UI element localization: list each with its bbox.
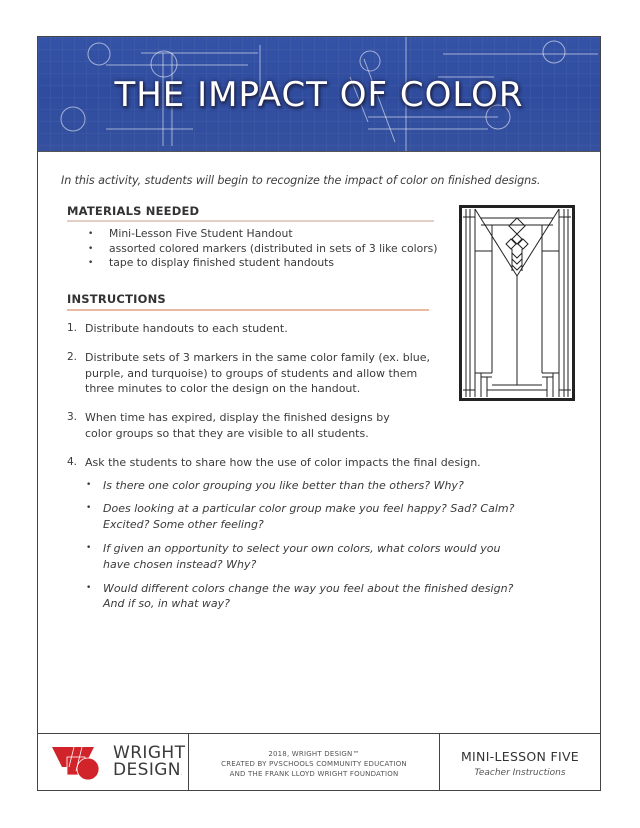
footer-credits xyxy=(188,734,440,791)
footer xyxy=(38,733,600,792)
list-item: • assorted colored markers (distributed in sets of 3 like colors) xyxy=(88,242,438,257)
step-number: 1. xyxy=(67,322,78,334)
lesson-title: MINI-LESSON FIVE xyxy=(460,749,580,764)
question-item: • If given an opportunity to select your own colors, what colors would you have chosen instead? Why? xyxy=(85,541,525,573)
question-item: • Would different colors change the way you feel about the finished design? And if so, in what way? xyxy=(85,581,525,613)
materials-list xyxy=(88,227,438,271)
list-item: • Mini-Lesson Five Student Handout xyxy=(88,227,438,242)
step-number: 2. xyxy=(67,350,78,363)
instructions-divider xyxy=(67,309,429,311)
step-text: When time has expired, display the finished designs by color groups so that they are visible to all students. xyxy=(85,411,390,440)
credit-line: AND THE FRANK LLOYD WRIGHT FOUNDATION xyxy=(229,770,399,778)
step-item xyxy=(67,321,425,337)
handout-page xyxy=(37,36,601,791)
step-text: Distribute sets of 3 markers in the same color family (ex. blue, purple, and turquoise) to groups of students and allow them three minutes to color the design on the handout. xyxy=(85,350,430,396)
question-item: • Does looking at a particular color group make you feel happy? Sad? Calm? Excited? Some other feeling? xyxy=(85,501,525,533)
intro-text: In this activity, students will begin to recognize the impact of color on finished designs. xyxy=(61,174,541,187)
materials-divider xyxy=(67,220,434,222)
discussion-questions xyxy=(85,478,525,613)
step-number: 3. xyxy=(67,411,78,424)
header-banner xyxy=(38,37,600,152)
credit-line: 2018, WRIGHT DESIGN™ xyxy=(268,750,360,758)
question-item: • Is there one color grouping you like better than the others? Why? xyxy=(85,478,525,494)
step-item xyxy=(67,350,437,397)
credit-line: CREATED BY PVSCHOOLS COMMUNITY EDUCATION xyxy=(221,760,407,768)
step-text: Ask the students to share how the use of color impacts the final design. xyxy=(85,455,481,469)
list-item: • tape to display finished student handouts xyxy=(88,256,438,271)
logo-line-1: WRIGHT xyxy=(113,743,186,763)
page-title: THE IMPACT OF COLOR xyxy=(114,75,524,115)
step-item xyxy=(67,410,417,442)
materials-heading: MATERIALS NEEDED xyxy=(67,204,200,218)
footer-logo xyxy=(38,734,188,791)
wright-design-logo-icon xyxy=(52,745,108,781)
instructions-heading: INSTRUCTIONS xyxy=(67,292,166,306)
logo-line-2 xyxy=(113,762,185,782)
logo-line-2-text: DESIGN xyxy=(113,760,181,780)
step-number: 4. xyxy=(67,455,78,468)
footer-lesson xyxy=(440,734,600,791)
lesson-subtitle: Teacher Instructions xyxy=(474,768,566,778)
step-text: Distribute handouts to each student. xyxy=(85,322,288,335)
art-glass-window-icon xyxy=(459,205,575,401)
logo-wordmark xyxy=(113,745,185,782)
logo-mark-dot: . xyxy=(180,771,183,776)
step-item xyxy=(67,455,545,612)
instructions-list xyxy=(67,321,515,620)
